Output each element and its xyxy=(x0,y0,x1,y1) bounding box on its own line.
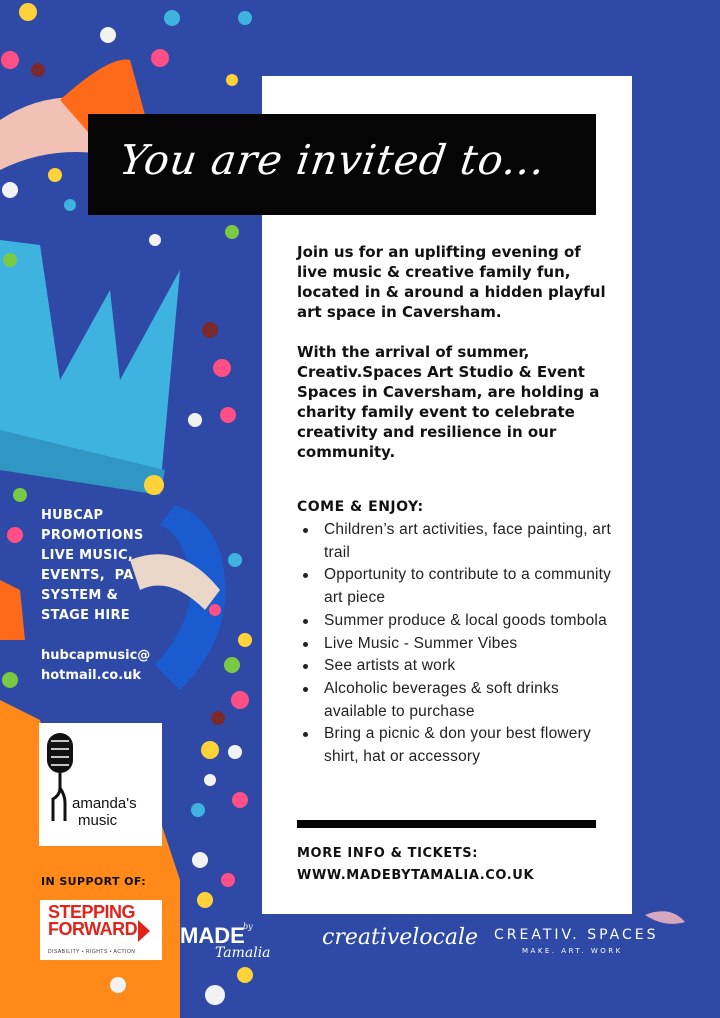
amanda-line: music xyxy=(78,812,118,829)
confetti-dot xyxy=(151,49,169,67)
confetti-dot xyxy=(13,488,27,502)
divider xyxy=(297,820,596,828)
list-item: Live Music - Summer Vibes xyxy=(297,633,617,656)
confetti-dot xyxy=(228,745,242,759)
stepping-line: STEPPING xyxy=(48,902,136,922)
intro-paragraph: Join us for an uplifting evening of live music & creative family fun, located in & around a hidden playful art space in Caversham. xyxy=(297,243,606,321)
feather-icon xyxy=(645,911,685,924)
event-paragraph: With the arrival of summer, Creativ.Spaces Art Studio & Event Spaces in Caversham, are holding a charity family event to celebrate creativity and resilience in our community. xyxy=(297,343,600,461)
confetti-dot xyxy=(191,803,205,817)
support-label: IN SUPPORT OF: xyxy=(41,875,147,888)
confetti-dot xyxy=(232,792,248,808)
confetti-dot xyxy=(213,359,231,377)
made-by-text: by xyxy=(243,922,253,931)
list-item: Alcoholic beverages & soft drinks available to purchase xyxy=(297,678,617,723)
hubcap-line: STAGE HIRE xyxy=(41,608,130,623)
confetti-dot xyxy=(238,11,252,25)
list-item: Bring a picnic & don your best flowery shirt, hat or accessory xyxy=(297,723,617,768)
email-line: hotmail.co.uk xyxy=(41,668,142,683)
amanda-music-text xyxy=(72,795,137,829)
confetti-dot xyxy=(188,413,202,427)
creativ-spaces-tagline: MAKE. ART. WORK xyxy=(522,947,623,955)
confetti-dot xyxy=(231,691,249,709)
confetti-dot xyxy=(205,985,225,1005)
confetti-dot xyxy=(1,51,19,69)
confetti-dot xyxy=(100,27,116,43)
confetti-dot xyxy=(110,977,126,993)
creative-locale-logo: creativelocale xyxy=(322,925,479,950)
confetti-dot xyxy=(192,852,208,868)
stepping-forward-tagline: DISABILITY • RIGHTS • ACTION xyxy=(48,949,136,955)
invite-heading: You are invited to... xyxy=(116,136,549,184)
confetti-dot xyxy=(228,553,242,567)
stepping-forward-text xyxy=(48,904,140,938)
list-item: See artists at work xyxy=(297,655,617,678)
confetti-dot xyxy=(221,873,235,887)
info-label: MORE INFO & TICKETS: xyxy=(297,846,479,861)
confetti-dot xyxy=(144,475,164,495)
hubcap-promotions xyxy=(41,506,171,626)
confetti-dot xyxy=(238,633,252,647)
list-item: Children’s art activities, face painting, art trail xyxy=(297,519,617,564)
confetti-dot xyxy=(19,3,37,21)
confetti-dot xyxy=(149,234,161,246)
confetti-dot xyxy=(220,407,236,423)
confetti-dot xyxy=(197,892,213,908)
confetti-dot xyxy=(211,711,225,725)
confetti-piece xyxy=(0,580,25,640)
confetti-dot xyxy=(2,182,18,198)
confetti-dot xyxy=(224,657,240,673)
email-line: hubcapmusic@ xyxy=(41,648,151,663)
confetti-dot xyxy=(202,322,218,338)
confetti-dot xyxy=(64,199,76,211)
tamalia-script: Tamalia xyxy=(215,945,271,961)
hubcap-line: EVENTS, PA xyxy=(41,568,134,583)
enjoy-list xyxy=(297,519,617,769)
confetti-dot xyxy=(226,74,238,86)
made-by-tamalia-logo: MADE xyxy=(180,923,245,948)
confetti-dot xyxy=(7,527,23,543)
list-item: Opportunity to contribute to a community art piece xyxy=(297,564,617,609)
email-link[interactable] xyxy=(41,646,150,686)
hubcap-line: PROMOTIONS xyxy=(41,528,144,543)
amanda-line: amanda's xyxy=(72,795,137,812)
hubcap-line: SYSTEM & xyxy=(41,588,119,603)
stepping-line: FORWARD xyxy=(48,919,138,939)
confetti-dot xyxy=(31,63,45,77)
confetti-dot xyxy=(209,604,221,616)
creativ-spaces-logo: CREATIV. SPACES xyxy=(494,927,659,943)
confetti-dot xyxy=(201,741,219,759)
confetti-dot xyxy=(204,774,216,786)
confetti-dot xyxy=(225,225,239,239)
enjoy-heading: COME & ENJOY: xyxy=(297,499,424,515)
confetti-dot xyxy=(164,10,180,26)
confetti-dot xyxy=(237,967,253,983)
list-item: Summer produce & local goods tombola xyxy=(297,610,617,633)
hubcap-line: HUBCAP xyxy=(41,508,104,523)
confetti-dot xyxy=(3,253,17,267)
hubcap-line: LIVE MUSIC, xyxy=(41,548,134,563)
confetti-dot xyxy=(48,168,62,182)
confetti-dot xyxy=(2,672,18,688)
website-link[interactable]: WWW.MADEBYTAMALIA.CO.UK xyxy=(297,868,535,883)
